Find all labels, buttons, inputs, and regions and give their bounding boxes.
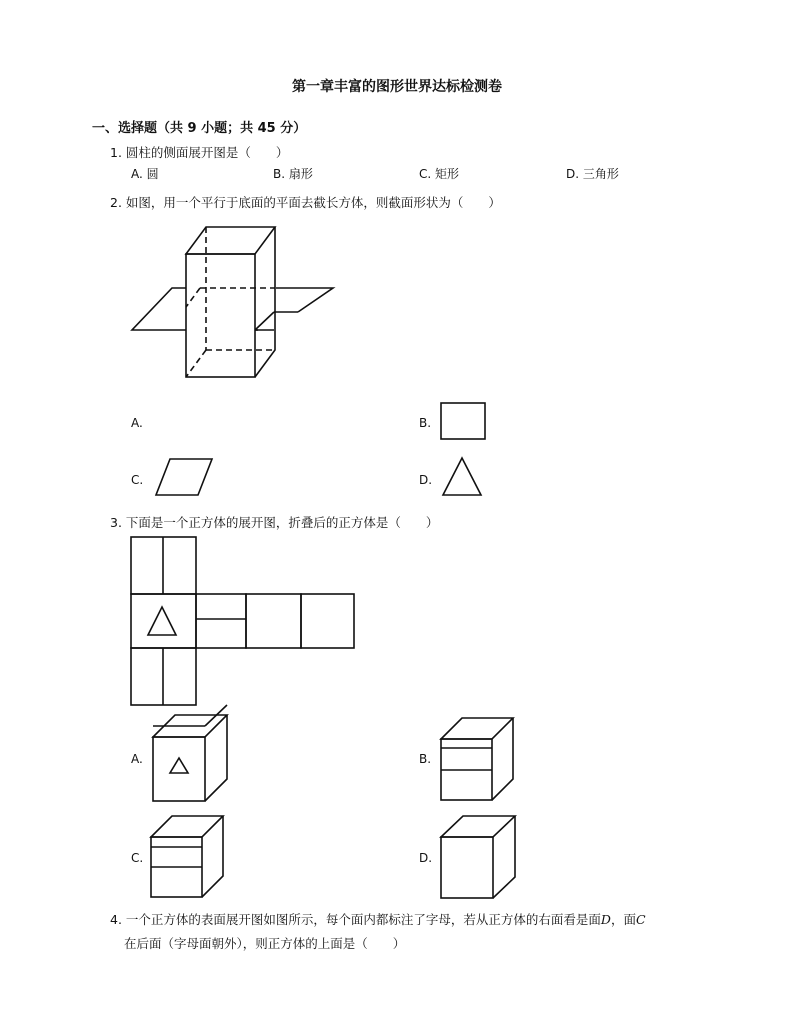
question-1-stem: 1. 圆柱的侧面展开图是（ ） <box>110 145 289 160</box>
question-1-option-c[interactable]: C. 矩形 <box>419 167 460 181</box>
cube-option-a <box>153 705 227 801</box>
question-2-option-d-label[interactable]: D. <box>419 473 433 487</box>
cube-option-c <box>151 816 223 897</box>
question-2-option-b-label[interactable]: B. <box>419 416 432 430</box>
letter-c: C <box>635 912 646 927</box>
cube-option-d <box>441 816 515 898</box>
question-4-stem-part2: ，面 <box>610 912 636 927</box>
question-4-stem-line2: 在后面（字母面朝外），则正方体的上面是（ ） <box>124 936 406 951</box>
question-4-stem-part1: 4. 一个正方体的表面展开图如图所示，每个面内都标注了字母，若从正方体的右面看是面 <box>110 912 601 927</box>
question-3-option-c-label[interactable]: C. <box>131 851 144 865</box>
question-2-option-a-label[interactable]: A. <box>131 416 143 430</box>
question-3-option-d-label[interactable]: D. <box>419 851 433 865</box>
question-3-option-a-label[interactable]: A. <box>131 752 143 766</box>
question-2-stem: 2. 如图，用一个平行于底面的平面去截长方体，则截面形状为（ ） <box>110 195 501 210</box>
question-4-stem-line1 <box>110 910 646 928</box>
question-1-option-d[interactable]: D. 三角形 <box>566 167 619 181</box>
question-3-option-b-label[interactable]: B. <box>419 752 432 766</box>
question-1-option-b[interactable]: B. 扇形 <box>273 167 313 181</box>
page-title: 第一章丰富的图形世界达标检测卷 <box>292 79 502 95</box>
letter-d: D <box>600 912 611 927</box>
section-heading: 一、选择题（共 9 小题；共 45 分） <box>92 121 307 136</box>
cube-option-b <box>441 718 513 800</box>
question-2-option-c-label[interactable]: C. <box>131 473 144 487</box>
question-1-option-a[interactable]: A. 圆 <box>131 167 159 181</box>
question-3-stem: 3. 下面是一个正方体的展开图，折叠后的正方体是（ ） <box>110 515 439 530</box>
